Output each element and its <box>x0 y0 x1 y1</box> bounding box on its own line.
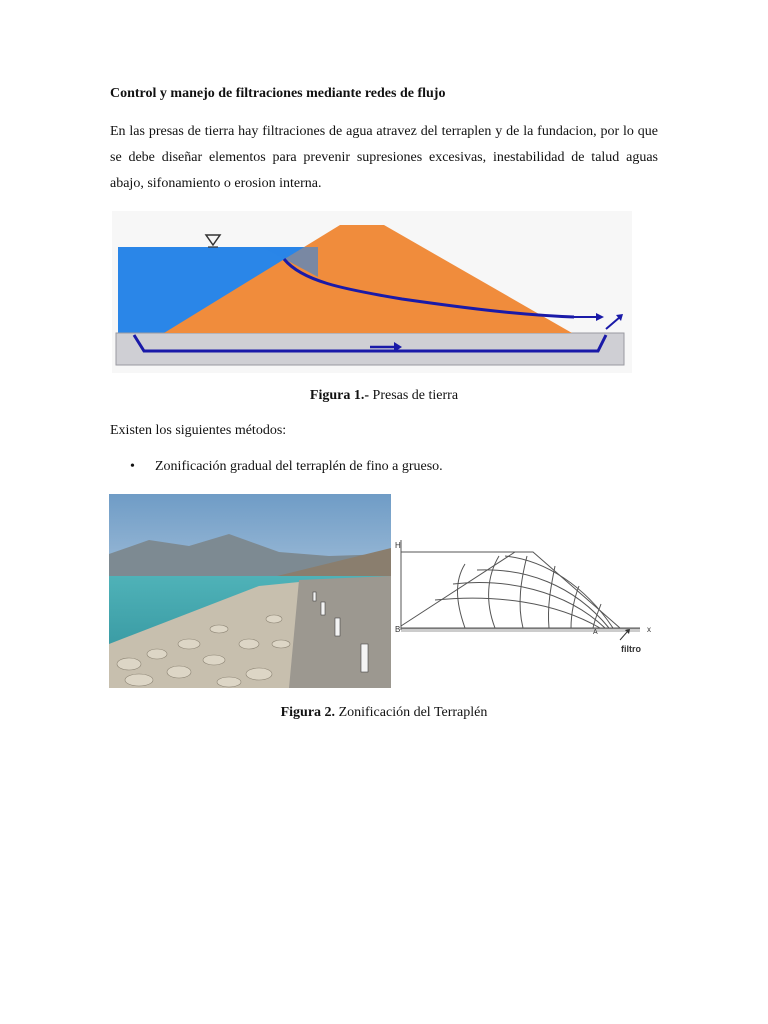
figure1-caption <box>0 388 768 404</box>
bullet-item <box>130 459 443 475</box>
label-h: H <box>395 541 401 550</box>
label-x: x <box>647 625 651 634</box>
dam-crest-photo <box>109 494 391 688</box>
figure2-label: Figura 2. <box>280 705 336 720</box>
label-b: B <box>395 625 401 634</box>
section-heading: Control y manejo de filtraciones mediante redes de flujo <box>110 86 446 101</box>
figure1-text: Presas de tierra <box>369 388 459 403</box>
earth-dam-diagram <box>112 211 632 373</box>
label-filtro: filtro <box>621 644 641 654</box>
figure1-label: Figura 1.- <box>309 388 370 403</box>
bullet-symbol: • <box>130 459 135 474</box>
figure2-text: Zonificación del Terraplén <box>335 705 488 720</box>
methods-intro: Existen los siguientes métodos: <box>110 423 287 438</box>
foundation-layer <box>116 333 624 365</box>
flow-net-diagram <box>395 530 660 660</box>
figure2-caption <box>0 705 768 721</box>
intro-paragraph: En las presas de tierra hay filtraciones de agua atravez del terraplen y de la fundacion, por lo que se debe diseñar elementos para prevenir supresiones excesivas, inestabilidad de talud aguas abajo, sifonamiento o erosion interna. <box>110 124 658 191</box>
bullet-text: Zonificación gradual del terraplén de fino a grueso. <box>155 459 443 474</box>
label-a: A <box>593 629 598 636</box>
